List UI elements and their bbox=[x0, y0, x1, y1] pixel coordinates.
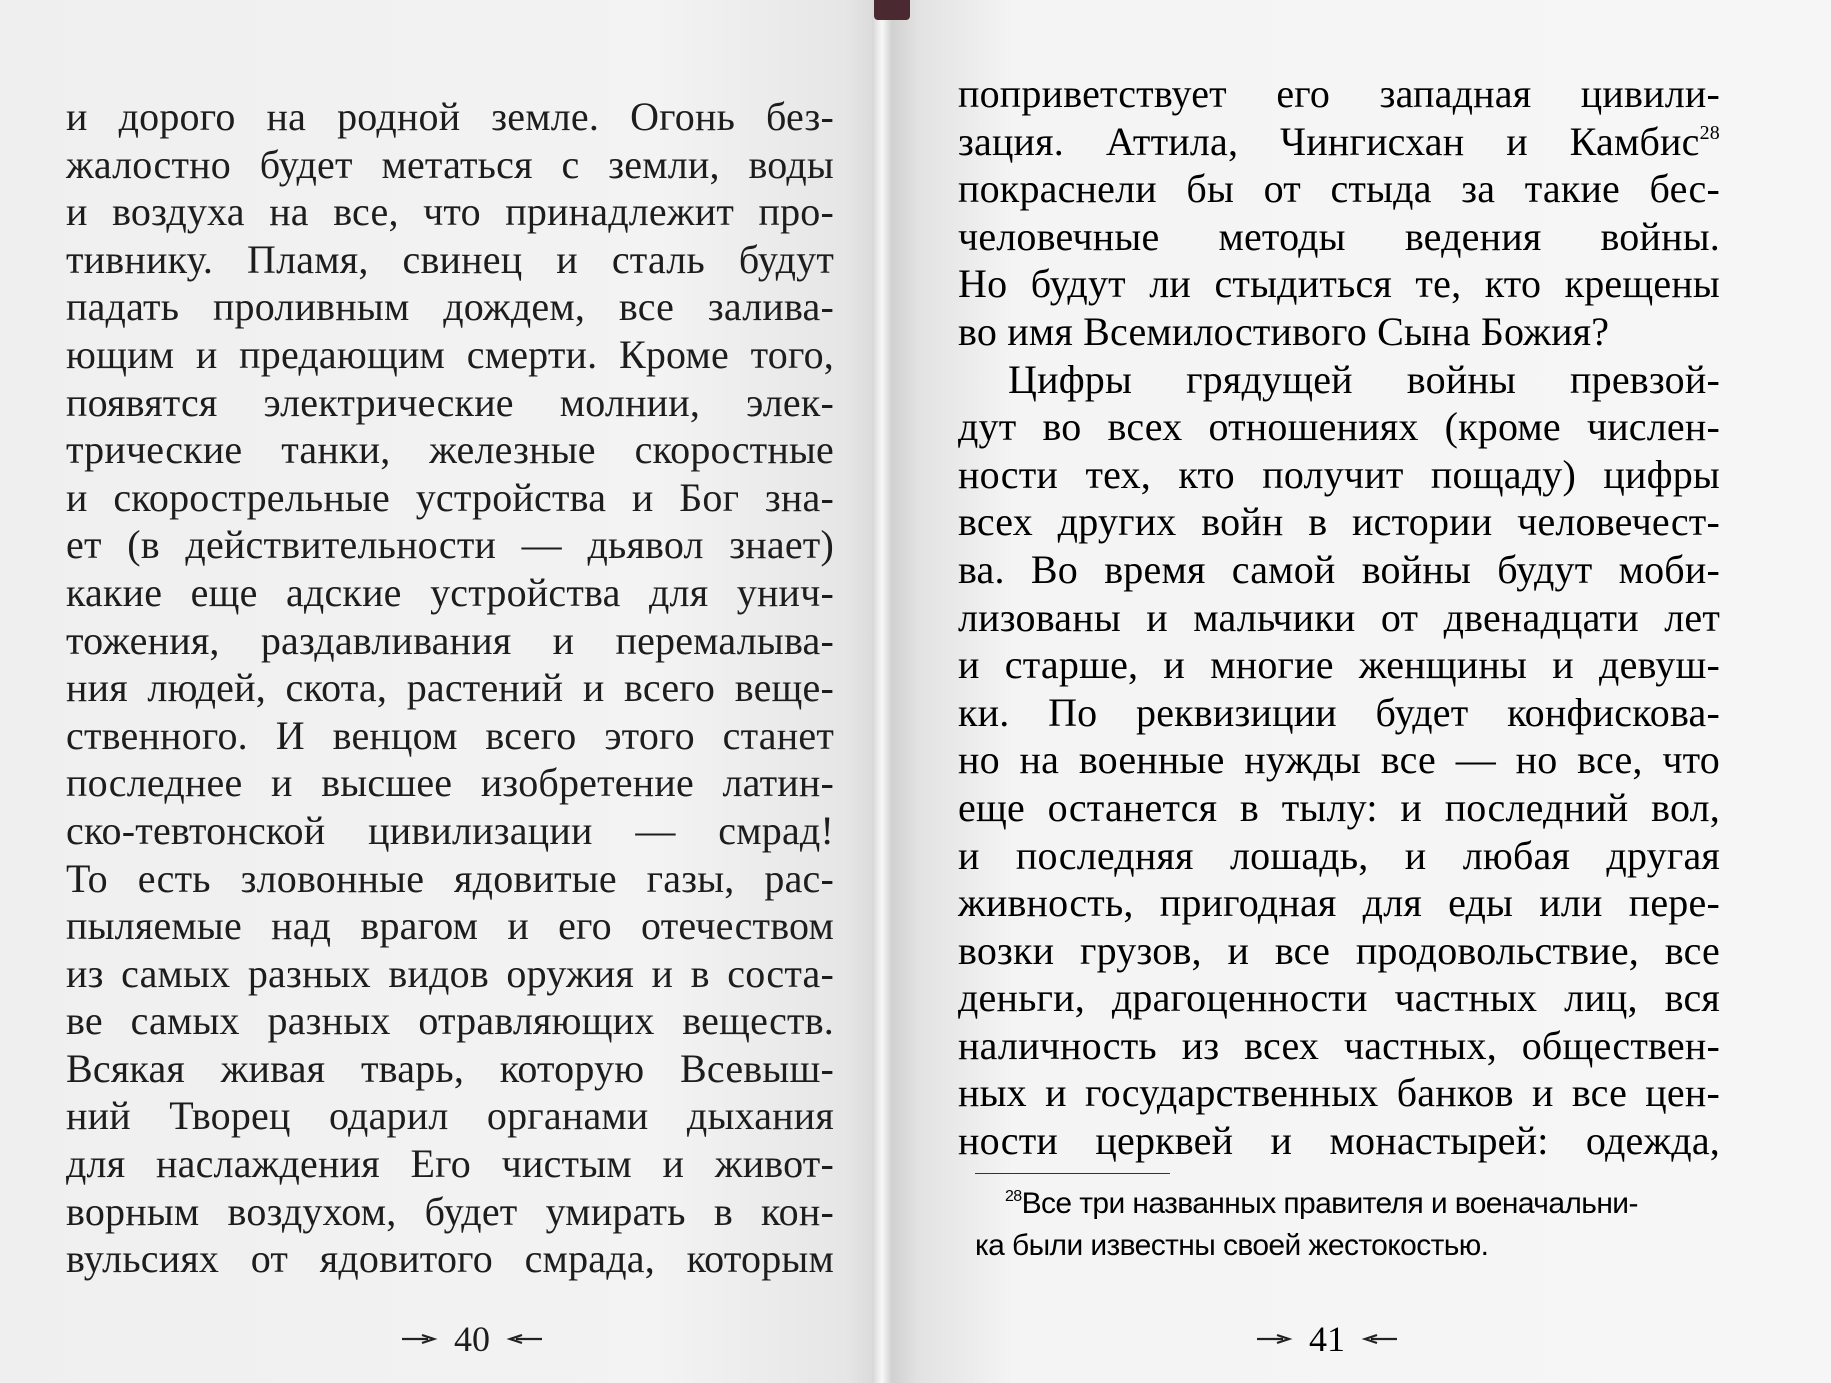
text-line: ния людей, скота, растений и всего веще- bbox=[66, 665, 834, 711]
text-line: человечные методы ведения войны. bbox=[958, 213, 1720, 259]
text-line: тивнику. Пламя, свинец и сталь будут bbox=[66, 236, 834, 282]
text-line: Но будут ли стыдиться те, кто крещены bbox=[958, 261, 1720, 307]
text-line: ско-тевтонской цивилизации — смрад! bbox=[66, 807, 834, 853]
text-line: дут во всех отношениях (кроме числен- bbox=[958, 404, 1720, 450]
bookmark-ribbon bbox=[874, 0, 910, 20]
footnote-marker: 28 bbox=[1005, 1188, 1022, 1205]
right-page-text bbox=[958, 70, 1720, 1165]
text-line: живность, пригодная для еды или пере- bbox=[958, 880, 1720, 926]
text-line: и воздуха на все, что принадлежит про- bbox=[66, 189, 834, 235]
text-line: последнее и высшее изобретение латин- bbox=[66, 760, 834, 806]
text-line: ве самых разных отравляющих веществ. bbox=[66, 998, 834, 1044]
text-line: падать проливным дождем, все залива- bbox=[66, 284, 834, 330]
text-line: деньги, драгоценности частных лиц, вся bbox=[958, 975, 1720, 1021]
footnote bbox=[975, 1183, 1710, 1267]
text-line: для наслаждения Его чистым и живот- bbox=[66, 1141, 834, 1187]
text-line: Всякая живая тварь, которую Всевыш- bbox=[66, 1045, 834, 1091]
text-line: всех других войн в истории человечест- bbox=[958, 499, 1720, 545]
text-line: еще останется в тылу: и последний вол, bbox=[958, 784, 1720, 830]
text-line: ности тех, кто получит пощаду) цифры bbox=[958, 451, 1720, 497]
footnote-reference[interactable]: 28 bbox=[1699, 121, 1720, 144]
text-line: Цифры грядущей войны превзой- bbox=[1008, 356, 1720, 402]
left-page bbox=[0, 0, 880, 1383]
ornament-left-icon bbox=[400, 1336, 442, 1342]
text-line: пыляемые над врагом и его отечеством bbox=[66, 903, 834, 949]
text-line: возки грузов, и все продовольствие, все bbox=[958, 927, 1720, 973]
text-line: наличность из всех частных, обществен- bbox=[958, 1022, 1720, 1068]
ornament-left-icon bbox=[1255, 1336, 1297, 1342]
text-line: во имя Всемилостивого Сына Божия? bbox=[958, 308, 1610, 354]
text-line: но на военные нужды все — но все, что bbox=[958, 737, 1720, 783]
text-line: ва. Во время самой войны будут моби- bbox=[958, 546, 1720, 592]
page-number-left bbox=[400, 1318, 544, 1360]
text-line bbox=[958, 118, 1720, 166]
text-line: ки. По реквизиции будет конфискова- bbox=[958, 689, 1720, 735]
ornament-right-icon bbox=[1357, 1336, 1399, 1342]
text-line: из самых разных видов оружия и в соста- bbox=[66, 950, 834, 996]
left-page-text bbox=[66, 93, 834, 1283]
text-line: ющим и предающим смерти. Кроме того, bbox=[66, 331, 834, 377]
text-line: покраснели бы от стыда за такие бес- bbox=[958, 166, 1720, 212]
text-line: То есть зловонные ядовитые газы, рас- bbox=[66, 855, 834, 901]
footnote-text: Все три названных правителя и военачальни- bbox=[1021, 1187, 1638, 1220]
text-line: ний Творец одарил органами дыхания bbox=[66, 1093, 834, 1139]
text-line: какие еще адские устройства для унич- bbox=[66, 569, 834, 615]
page-number: 41 bbox=[1309, 1319, 1345, 1359]
text-line: ственного. И венцом всего этого станет bbox=[66, 712, 834, 758]
footnote-line bbox=[975, 1183, 1710, 1225]
text-line: лизованы и мальчики от двенадцати лет bbox=[958, 594, 1720, 640]
text-line: и дорого на родной земле. Огонь без- bbox=[66, 94, 834, 139]
ornament-right-icon bbox=[502, 1336, 544, 1342]
text-line: и скорострельные устройства и Бог зна- bbox=[66, 474, 834, 520]
text-line: и последняя лошадь, и любая другая bbox=[958, 832, 1720, 878]
text-line: поприветствует его западная цивили- bbox=[958, 71, 1720, 116]
footnote-divider bbox=[975, 1173, 1170, 1174]
page-number-right bbox=[1255, 1318, 1399, 1360]
text-line: появятся электрические молнии, элек- bbox=[66, 379, 834, 425]
text-line-content: зация. Аттила, Чингисхан и Камбис bbox=[958, 118, 1700, 164]
page-number: 40 bbox=[454, 1319, 490, 1359]
text-line: ворным воздухом, будет умирать в кон- bbox=[66, 1188, 834, 1234]
text-line: и старше, и многие женщины и девуш- bbox=[958, 642, 1720, 688]
text-line: жалостно будет метаться с земли, воды bbox=[66, 141, 834, 187]
footnote-line: ка были известны своей жестокостью. bbox=[975, 1229, 1489, 1262]
text-line: вульсиях от ядовитого смрада, которым bbox=[66, 1236, 834, 1282]
text-line: тожения, раздавливания и перемалыва- bbox=[66, 617, 834, 663]
text-line: трические танки, железные скоростные bbox=[66, 427, 834, 473]
text-line: ности церквей и монастырей: одежда, bbox=[958, 1118, 1720, 1164]
text-line: ет (в действительности — дьявол знает) bbox=[66, 522, 834, 568]
book-binding bbox=[872, 0, 892, 1383]
text-line: ных и государственных банков и все цен- bbox=[958, 1070, 1720, 1116]
